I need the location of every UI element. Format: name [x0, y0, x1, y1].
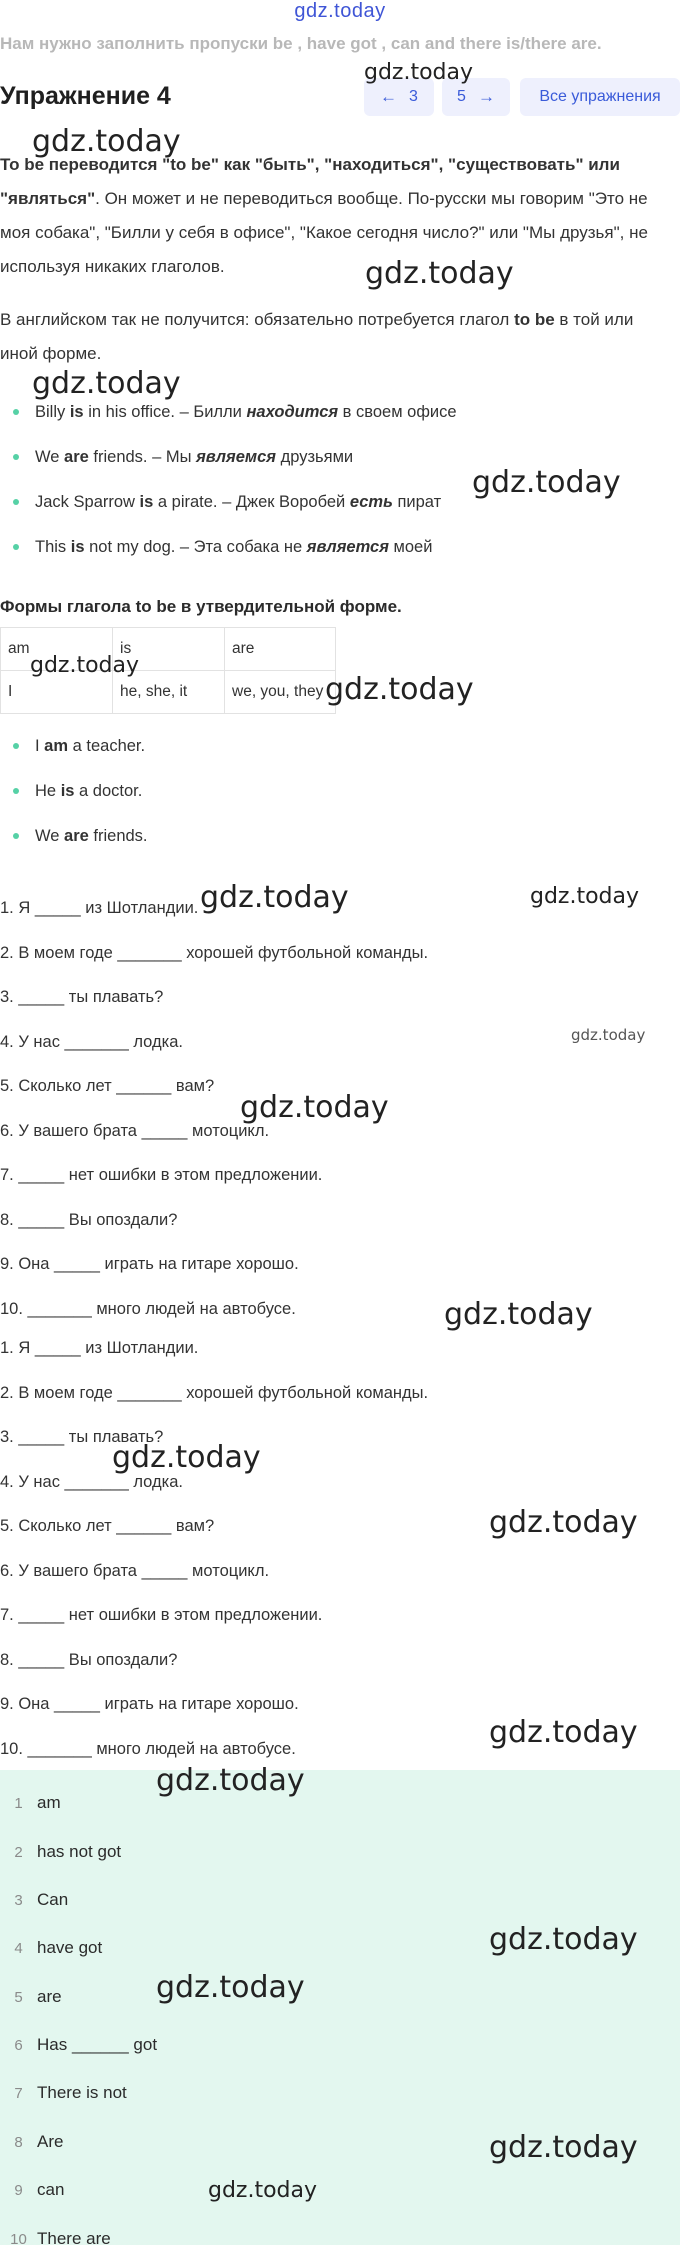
forms-heading: Формы глагола to be в утвердительной форме. — [0, 597, 402, 616]
example-translation-verb: являемся — [196, 448, 277, 466]
example-text: Jack Sparrow — [35, 493, 140, 511]
example-text: в своем офисе — [338, 403, 457, 421]
table-cell: we, you, they — [225, 671, 336, 714]
answer-row — [0, 1788, 680, 1818]
question-item: 7. _____ нет ошибки в этом предложении. — [0, 1606, 323, 1624]
question-item: 3. _____ ты плавать? — [0, 988, 164, 1006]
example-text: He — [35, 782, 61, 800]
exercise-subtitle: Нам нужно заполнить пропуски be , have got , can and there is/there are. — [0, 34, 602, 53]
answer-row — [0, 2078, 680, 2108]
answer-row — [0, 2224, 680, 2254]
note-text-a: В английском так не получится: обязательно потребуется глагол — [0, 310, 515, 329]
answer-number: 10 — [10, 2230, 27, 2248]
answer-number: 5 — [14, 1988, 23, 2006]
bullet-dot — [13, 499, 19, 505]
answer-number: 3 — [14, 1891, 23, 1909]
answer-row — [0, 1837, 680, 1867]
answer-number: 8 — [14, 2133, 23, 2151]
question-item: 9. Она _____ играть на гитаре хорошо. — [0, 1695, 299, 1713]
answer-text: have got — [37, 1938, 103, 1957]
watermark: gdz.today — [489, 1505, 638, 1540]
question-item: 1. Я _____ из Шотландии. — [0, 899, 199, 917]
example-verb: is — [60, 782, 75, 800]
question-item: 8. _____ Вы опоздали? — [0, 1210, 178, 1229]
example-text: моей — [388, 538, 433, 556]
answer-text: There is not — [37, 2083, 127, 2102]
example-text: in his office. – Билли — [83, 403, 247, 421]
example-text: not my dog. – Эта собака не — [84, 538, 307, 556]
all-exercises-button[interactable]: Все упражнения — [520, 78, 680, 116]
answer-text: has not got — [37, 1842, 122, 1861]
bullet-dot — [13, 454, 19, 460]
next-exercise-label: 5 — [457, 88, 466, 105]
example-text: friends. — [88, 827, 148, 845]
intro-bold: To be переводится "to be" как "быть", "находиться", "существовать" или "являться" — [0, 155, 620, 208]
watermark: gdz.today — [444, 1297, 593, 1332]
intro-text: . Он может и не переводиться вообще. По-русски мы говорим "Это не моя собака", "Билли у себя в офисе", "Какое сегодня число?" или "Мы друзья", не используя никаких глаголов. — [0, 189, 648, 276]
answer-number: 4 — [14, 1939, 23, 1957]
question-item: 1. Я _____ из Шотландии. — [0, 1339, 199, 1357]
question-item: 6. У вашего брата _____ мотоцикл. — [0, 1561, 270, 1580]
question-item: 6. У вашего брата _____ мотоцикл. — [0, 1121, 270, 1140]
example-verb: is — [69, 403, 84, 421]
example-text: We — [35, 448, 65, 466]
watermark: gdz.today — [30, 653, 140, 678]
question-item: 2. В моем годе _______ хорошей футбольной команды. — [0, 943, 429, 962]
watermark: gdz.today — [112, 1440, 261, 1475]
answer-row — [0, 2030, 680, 2060]
bullet-dot — [13, 409, 19, 415]
answer-number: 1 — [14, 1794, 23, 1812]
example-text: We — [35, 827, 65, 845]
example-text: friends. – Мы — [88, 448, 197, 466]
watermark: gdz.today — [571, 1026, 646, 1044]
example-text: пират — [392, 493, 442, 511]
example-translation-verb: находится — [246, 403, 339, 421]
list-item — [0, 776, 148, 821]
table-cell: I — [1, 671, 113, 714]
table-header-cell: is — [113, 628, 225, 671]
watermark: gdz.today — [489, 1715, 638, 1750]
watermark: gdz.today — [489, 2130, 638, 2165]
answer-row — [0, 2175, 680, 2205]
list-item — [0, 731, 148, 776]
answer-number: 7 — [14, 2084, 23, 2102]
answer-text: Has ______ got — [37, 2035, 158, 2054]
example-verb: is — [139, 493, 154, 511]
bullet-dot — [13, 788, 19, 794]
arrow-left-icon: ← — [380, 87, 398, 106]
answer-panel — [0, 1770, 680, 2248]
example-verb: am — [44, 737, 69, 755]
question-item: 5. Сколько лет ______ вам? — [0, 1077, 215, 1095]
example-verb: are — [64, 827, 89, 845]
example-list — [0, 397, 457, 577]
example-text: Billy — [35, 403, 70, 421]
table-header-cell: am — [1, 628, 113, 671]
watermark: gdz.today — [364, 60, 474, 85]
example-translation-verb: является — [306, 538, 389, 556]
bullet-dot — [13, 544, 19, 550]
example-text: This — [35, 538, 71, 556]
answer-text: There are — [37, 2229, 111, 2248]
watermark: gdz.today — [200, 880, 349, 915]
prev-exercise-label: 3 — [409, 88, 418, 105]
question-item: 3. _____ ты плавать? — [0, 1428, 164, 1446]
watermark: gdz.today — [240, 1090, 389, 1125]
page-title: Упражнение 4 — [0, 82, 171, 110]
question-item: 8. _____ Вы опоздали? — [0, 1650, 178, 1669]
table-cell: he, she, it — [113, 671, 225, 714]
example-text: I — [35, 737, 45, 755]
watermark: gdz.today — [472, 465, 621, 500]
watermark: gdz.today — [365, 256, 514, 291]
note-bold: to be — [514, 310, 555, 329]
example-translation-verb: есть — [349, 493, 393, 511]
answer-text: Can — [37, 1890, 69, 1909]
question-item: 4. У нас _______ лодка. — [0, 1472, 183, 1491]
question-item: 10. _______ много людей на автобусе. — [0, 1739, 296, 1758]
watermark: gdz.today — [530, 884, 640, 909]
english-note-paragraph — [0, 303, 672, 371]
answer-row — [0, 1982, 680, 2012]
example-text: a pirate. – Джек Воробей — [153, 493, 350, 511]
question-item: 10. _______ много людей на автобусе. — [0, 1299, 296, 1318]
watermark: gdz.today — [489, 1922, 638, 1957]
example-list-2 — [0, 731, 148, 866]
list-item — [0, 487, 457, 532]
watermark: gdz.today — [156, 1970, 305, 2005]
list-item — [0, 532, 457, 577]
answer-text: Are — [37, 2132, 64, 2151]
watermark: gdz.today — [156, 1763, 305, 1798]
bullet-dot — [13, 833, 19, 839]
list-item — [0, 442, 457, 487]
example-text: a doctor. — [74, 782, 143, 800]
table-header-cell: are — [225, 628, 336, 671]
answer-text: can — [37, 2180, 65, 2199]
answer-row — [0, 1885, 680, 1915]
question-item: 5. Сколько лет ______ вам? — [0, 1517, 215, 1535]
note-text-b: в той или иной форме. — [0, 310, 634, 363]
list-item — [0, 821, 148, 866]
example-verb: are — [64, 448, 89, 466]
arrow-right-icon: → — [477, 87, 495, 106]
answer-number: 2 — [14, 1843, 23, 1861]
question-item: 9. Она _____ играть на гитаре хорошо. — [0, 1255, 299, 1273]
site-logo[interactable]: gdz.today — [294, 0, 386, 22]
question-item: 7. _____ нет ошибки в этом предложении. — [0, 1166, 323, 1184]
list-item — [0, 397, 457, 442]
question-list-repeat — [0, 1333, 680, 1778]
watermark: gdz.today — [208, 2178, 318, 2203]
answer-number: 6 — [14, 2036, 23, 2054]
answer-text: are — [37, 1987, 62, 2006]
example-text: a teacher. — [68, 737, 146, 755]
watermark: gdz.today — [32, 366, 181, 401]
intro-paragraph — [0, 148, 672, 284]
watermark: gdz.today — [325, 672, 474, 707]
question-item: 2. В моем годе _______ хорошей футбольной команды. — [0, 1383, 429, 1402]
answer-text: am — [37, 1793, 61, 1812]
example-verb: is — [70, 538, 85, 556]
answer-number: 9 — [14, 2181, 23, 2199]
question-item: 4. У нас _______ лодка. — [0, 1032, 183, 1051]
bullet-dot — [13, 743, 19, 749]
example-text: друзьями — [276, 448, 354, 466]
watermark: gdz.today — [32, 124, 181, 159]
